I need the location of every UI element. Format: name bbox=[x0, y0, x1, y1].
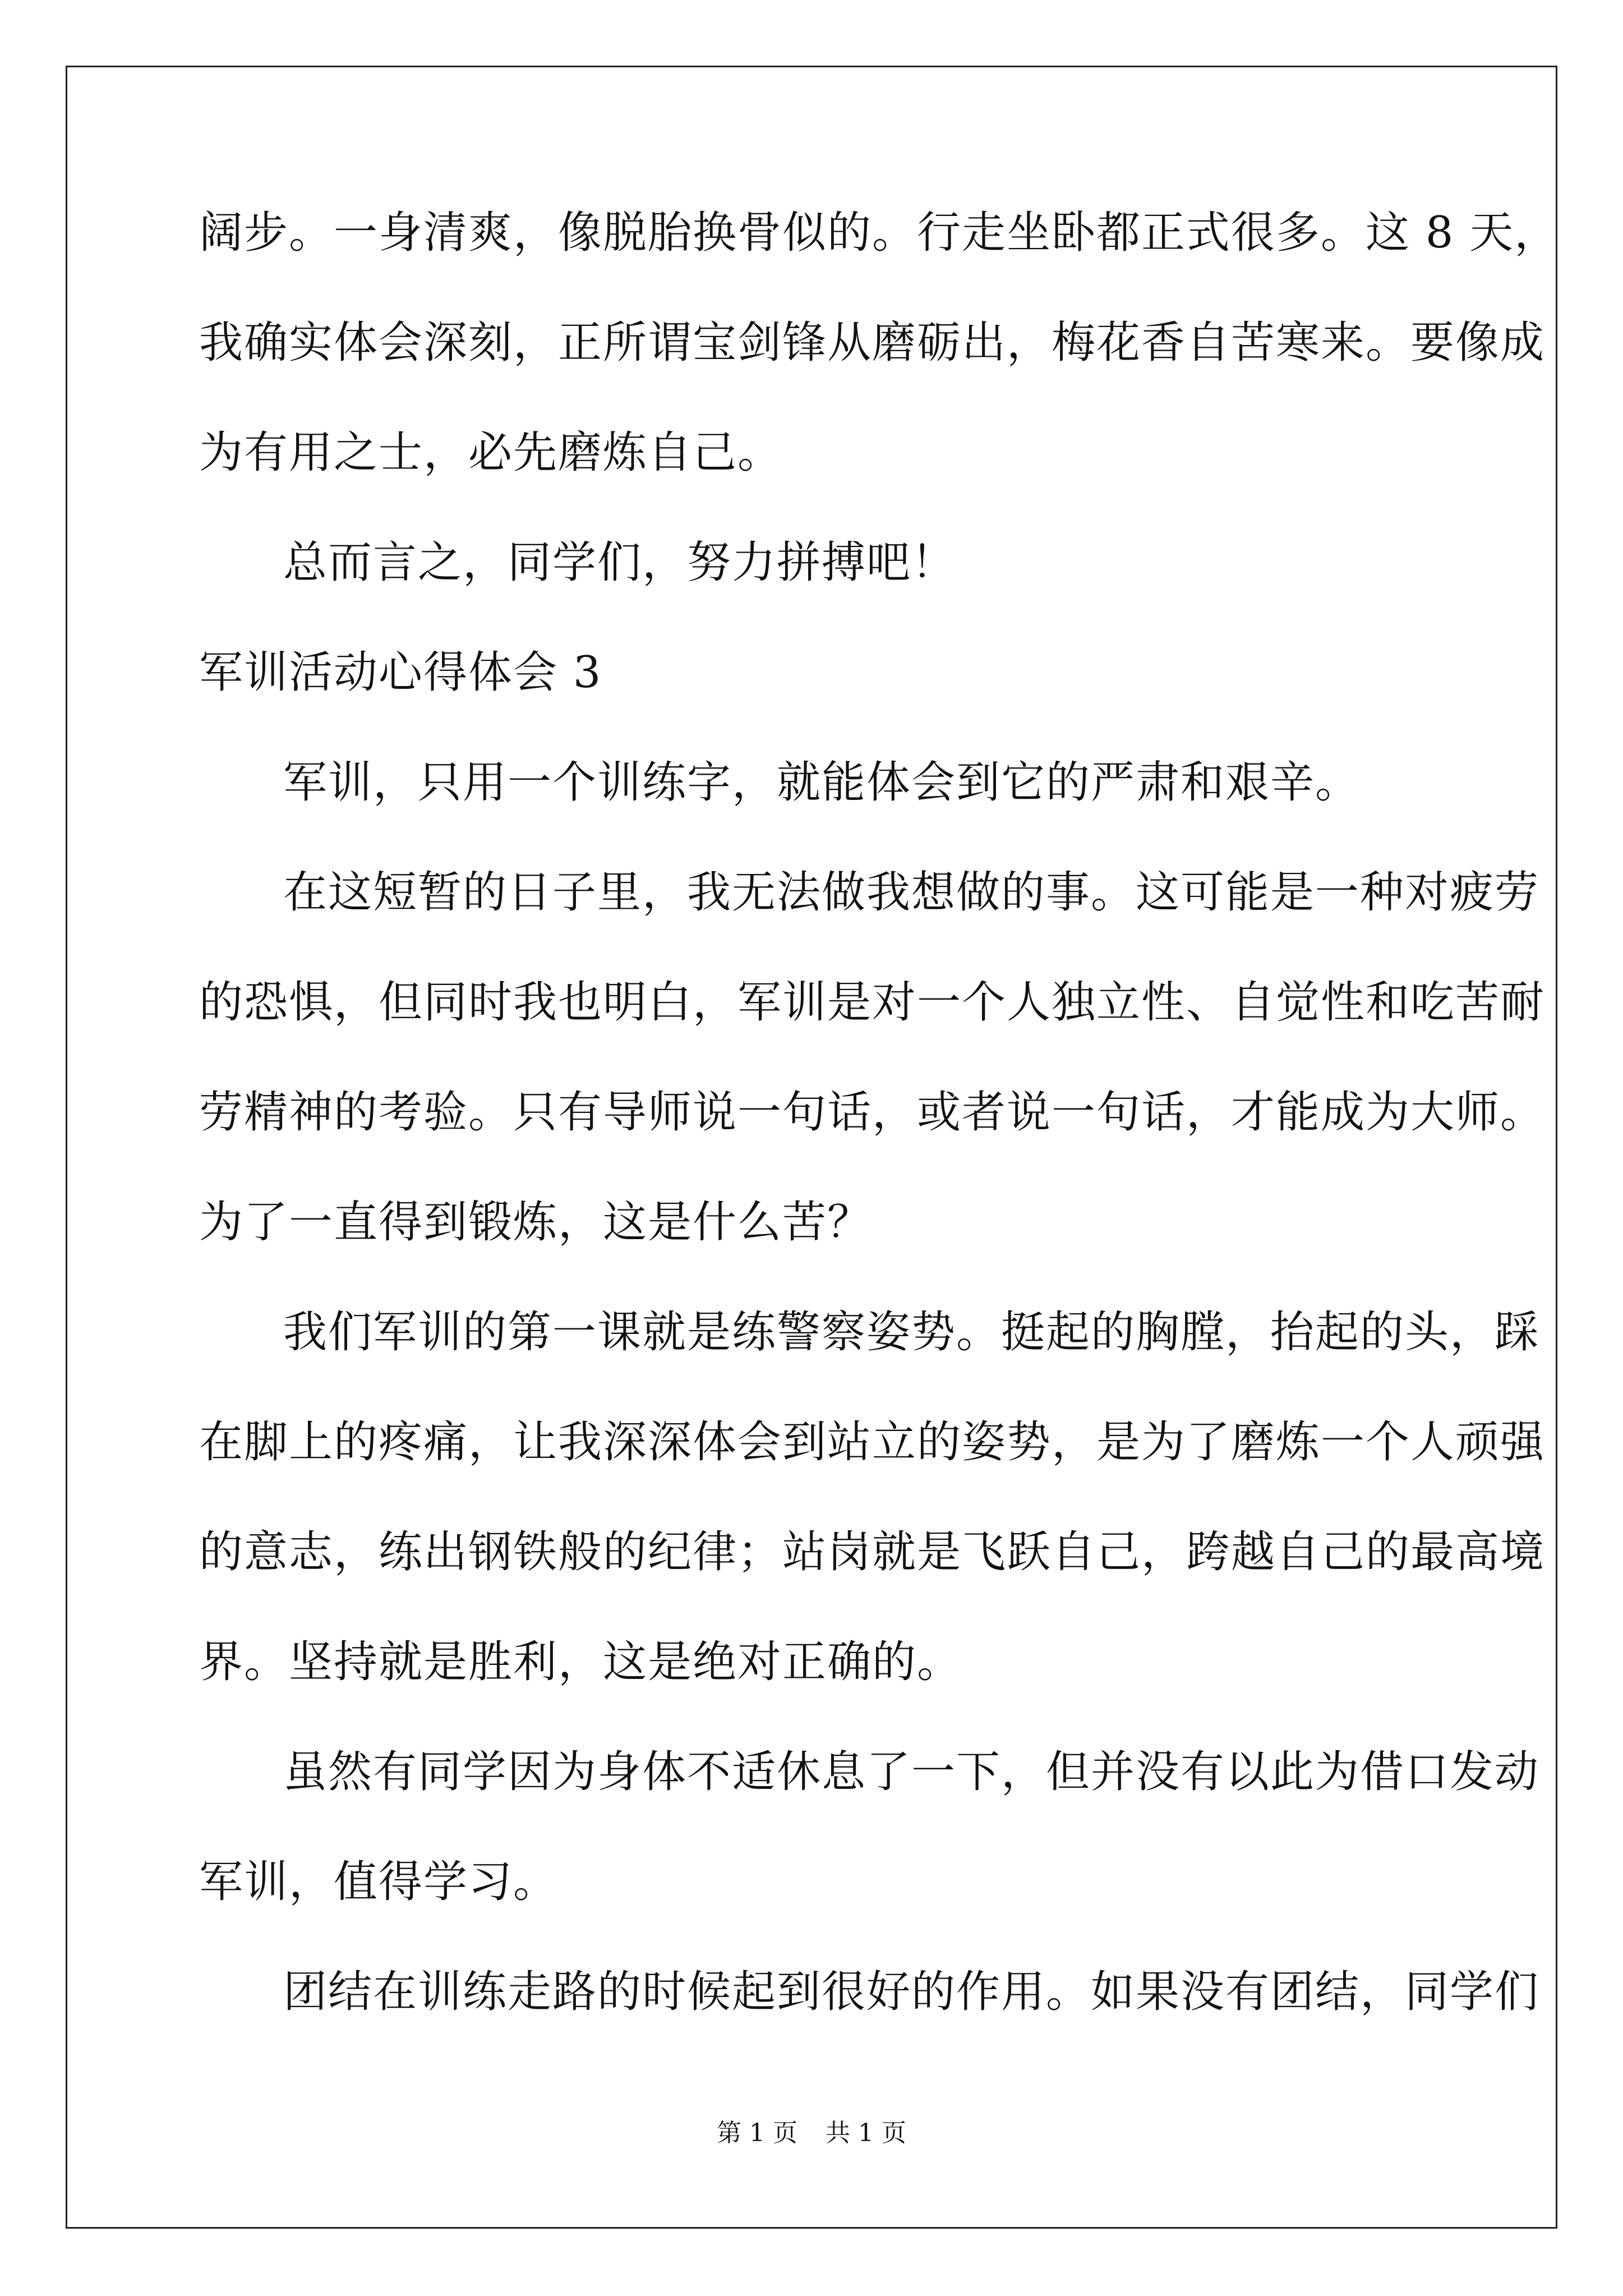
text-line: 我确实体会深刻，正所谓宝剑锋从磨砺出，梅花香自苦寒来。要像成 bbox=[199, 318, 1546, 368]
text-line: 界。坚持就是胜利，这是绝对正确的。 bbox=[199, 1637, 962, 1687]
paragraph-start: 在这短暂的日子里，我无法做我想做的事。这可能是一种对疲劳 bbox=[283, 867, 1540, 918]
text-line: 军训，值得学习。 bbox=[199, 1857, 559, 1907]
text-line: 的恐惧，但同时我也明白，军训是对一个人独立性、自觉性和吃苦耐 bbox=[199, 977, 1546, 1028]
page-number: 第 1 页 bbox=[717, 2119, 797, 2147]
text-line: 阔步。一身清爽，像脱胎换骨似的。行走坐卧都正式很多。这 8 天， bbox=[199, 208, 1560, 258]
text-line: 劳精神的考验。只有导师说一句话，或者说一句话，才能成为大师。 bbox=[199, 1087, 1546, 1138]
text-line: 为有用之士，必先磨炼自己。 bbox=[199, 427, 783, 478]
paragraph-start: 团结在训练走路的时候起到很好的作用。如果没有团结，同学们 bbox=[283, 1967, 1540, 2017]
page-count: 共 1 页 bbox=[826, 2119, 906, 2147]
page-footer bbox=[0, 2116, 1623, 2150]
text-line: 在脚上的疼痛，让我深深体会到站立的姿势，是为了磨炼一个人顽强 bbox=[199, 1417, 1546, 1467]
text-line: 的意志，练出钢铁般的纪律；站岗就是飞跃自己，跨越自己的最高境 bbox=[199, 1527, 1546, 1577]
text-line: 为了一直得到锻炼，这是什么苦？ bbox=[199, 1197, 873, 1248]
section-heading: 军训活动心得体会 3 bbox=[199, 647, 602, 698]
paragraph-start: 军训，只用一个训练字，就能体会到它的严肃和艰辛。 bbox=[283, 757, 1361, 808]
paragraph-start: 我们军训的第一课就是练警察姿势。挺起的胸膛，抬起的头，踩 bbox=[283, 1307, 1540, 1358]
paragraph-start: 虽然有同学因为身体不适休息了一下，但并没有以此为借口发动 bbox=[283, 1747, 1540, 1797]
paragraph-start: 总而言之，同学们，努力拼搏吧！ bbox=[283, 537, 957, 588]
